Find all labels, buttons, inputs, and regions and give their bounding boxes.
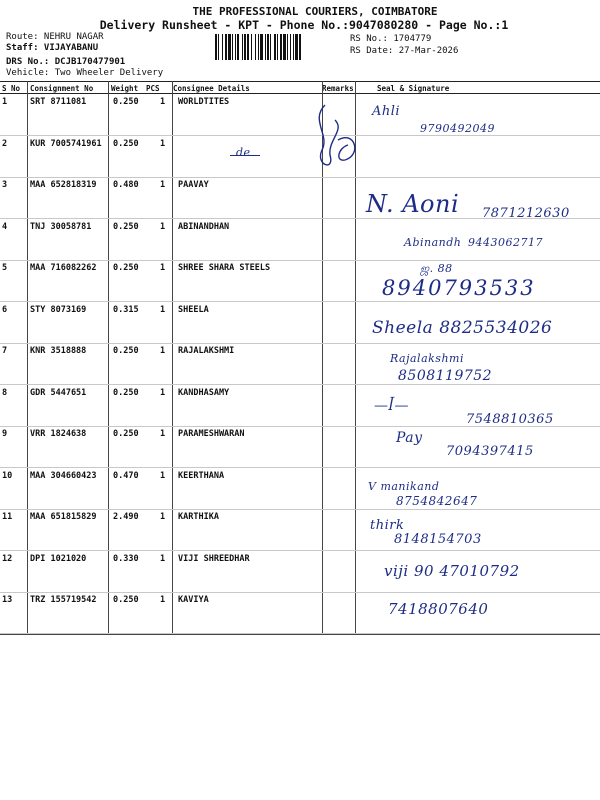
table-row xyxy=(0,592,600,634)
handwritten-phone-10: 8754842647 xyxy=(396,494,478,508)
handwritten-phone-5: 8940793533 xyxy=(382,276,536,300)
row-pcs: 1 xyxy=(160,429,166,439)
table-bottom-border xyxy=(0,634,600,635)
row-pcs: 1 xyxy=(160,180,166,190)
signature-scribble: Abinandh xyxy=(404,236,462,249)
row-consignee: KEERTHANA xyxy=(178,470,225,481)
handwritten-phone-1: 9790492049 xyxy=(420,122,495,135)
route-label: Route: NEHRU NAGAR xyxy=(6,32,104,42)
handwritten-phone-4: 9443062717 xyxy=(468,236,543,249)
row-consignment-no: TRZ 155719542 xyxy=(30,595,97,605)
row-sno: 8 xyxy=(2,387,8,398)
row-consignment-no: MAA 304660423 xyxy=(30,470,97,481)
table-row xyxy=(0,343,600,385)
row-weight: 0.250 xyxy=(113,387,139,398)
signature-scribble: Rajalakshmi xyxy=(390,352,464,365)
row-sno: 6 xyxy=(2,304,8,315)
table-row xyxy=(0,509,600,551)
handwritten-phone-6: Sheela 8825534026 xyxy=(372,318,553,338)
handwritten-phone-11: 8148154703 xyxy=(394,532,482,547)
row-weight: 0.250 xyxy=(113,221,139,232)
staff-label: Staff: VIJAYABANU xyxy=(6,43,99,53)
row-consignment-no: GDR 5447651 xyxy=(30,387,87,398)
row-consignee: KANDHASAMY xyxy=(178,387,230,398)
row-consignee: ABINANDHAN xyxy=(178,221,230,232)
row-pcs: 1 xyxy=(160,553,166,564)
row-sno: 7 xyxy=(2,346,8,356)
handwritten-phone-3: 7871212630 xyxy=(482,206,570,221)
col-consignee: Consignee Details xyxy=(173,84,250,93)
row-consignment-no: VRR 1824638 xyxy=(30,429,87,439)
row-weight: 0.250 xyxy=(113,595,139,605)
row-pcs: 1 xyxy=(160,595,166,605)
col-consignment: Consignment No xyxy=(30,84,94,93)
row-consignment-no: STY 8073169 xyxy=(30,304,87,315)
row-pcs: 1 xyxy=(160,304,166,315)
row-consignment-no: KNR 3518888 xyxy=(30,346,87,356)
row-consignee: KAVIYA xyxy=(178,595,209,605)
handwritten-phone-7: 8508119752 xyxy=(398,368,493,384)
signature-scribble: ஜ. 88 xyxy=(420,262,453,275)
row-consignee: KARTHIKA xyxy=(178,512,219,522)
row-pcs: 1 xyxy=(160,138,166,149)
table-top-border xyxy=(0,81,600,82)
row-consignment-no: KUR 7005741961 xyxy=(30,138,102,149)
col-sno: S No xyxy=(2,84,21,93)
row-sno: 5 xyxy=(2,263,8,273)
row-weight: 0.315 xyxy=(113,304,139,315)
row-weight: 0.330 xyxy=(113,553,139,564)
row-consignee: SHREE SHARA STEELS xyxy=(178,263,271,273)
handwritten-phone-12: viji 90 47010792 xyxy=(384,562,520,580)
runsheet-title: Delivery Runsheet - KPT - Phone No.:9047080280 - Page No.:1 xyxy=(99,18,509,32)
row-sno: 13 xyxy=(2,595,13,605)
row-consignee: WORLDTITES xyxy=(178,97,230,107)
row-weight: 0.470 xyxy=(113,470,139,481)
row-pcs: 1 xyxy=(160,221,166,232)
row-pcs: 1 xyxy=(160,346,166,356)
drs-number: DRS No.: DCJB170477901 xyxy=(6,57,126,67)
row-consignee: SHEELA xyxy=(178,304,209,315)
col-weight: Weight xyxy=(111,84,139,93)
row-pcs: 1 xyxy=(160,470,166,481)
row-consignee: PAAVAY xyxy=(178,180,209,190)
company-name: THE PROFESSIONAL COURIERS, COIMBATORE xyxy=(192,5,438,18)
row-sno: 4 xyxy=(2,221,8,232)
handwritten-name-3: N. Aoni xyxy=(366,190,460,218)
row-sno: 1 xyxy=(2,97,8,107)
signature-scribble xyxy=(300,100,370,175)
signature-scribble: thirk xyxy=(370,518,405,533)
row-consignment-no: SRT 8711081 xyxy=(30,97,87,107)
row-consignment-no: MAA 652818319 xyxy=(30,180,97,190)
row-pcs: 1 xyxy=(160,263,166,273)
signature-scribble: —ꟾ— xyxy=(374,398,410,414)
signature-scribble: Ahli xyxy=(372,104,401,119)
handwritten-phone-9: 7094397415 xyxy=(446,444,534,459)
vehicle-label: Vehicle: Two Wheeler Delivery xyxy=(6,68,164,78)
handwritten-phone-8: 7548810365 xyxy=(466,412,554,427)
handwritten-phone-13: 7418807640 xyxy=(388,600,489,618)
row-weight: 0.250 xyxy=(113,97,139,107)
col-remarks: Remarks xyxy=(322,84,354,93)
row-sno: 3 xyxy=(2,180,8,190)
row-consignee: PARAMESHWARAN xyxy=(178,429,245,439)
rs-number: RS No.: 1704779 xyxy=(350,34,432,44)
col-pcs: PCS xyxy=(146,84,160,93)
row-weight: 0.250 xyxy=(113,263,139,273)
row-consignment-no: MAA 716082262 xyxy=(30,263,97,273)
row-consignee: RAJALAKSHMI xyxy=(178,346,235,356)
row-sno: 2 xyxy=(2,138,8,149)
row-sno: 9 xyxy=(2,429,8,439)
col-signature: Seal & Signature xyxy=(377,84,450,93)
row-pcs: 1 xyxy=(160,97,166,107)
row-weight: 0.250 xyxy=(113,346,139,356)
row-pcs: 1 xyxy=(160,387,166,398)
table-row xyxy=(0,468,600,510)
signature-scribble: V manikand xyxy=(368,480,440,493)
row-weight: 0.250 xyxy=(113,138,139,149)
barcode-image xyxy=(215,34,343,60)
handwritten-remark-2: de xyxy=(236,146,251,159)
row-sno: 10 xyxy=(2,470,13,481)
row-pcs: 1 xyxy=(160,512,166,522)
row-consignment-no: DPI 1021020 xyxy=(30,553,87,564)
row-weight: 0.480 xyxy=(113,180,139,190)
row-consignee: VIJI SHREEDHAR xyxy=(178,553,250,564)
row-consignment-no: TNJ 30058781 xyxy=(30,221,92,232)
remark-stroke xyxy=(230,155,260,156)
row-sno: 11 xyxy=(2,512,13,522)
row-weight: 2.490 xyxy=(113,512,139,522)
row-weight: 0.250 xyxy=(113,429,139,439)
row-sno: 12 xyxy=(2,553,13,564)
row-consignment-no: MAA 651815829 xyxy=(30,512,97,522)
rs-date: RS Date: 27-Mar-2026 xyxy=(350,46,459,56)
signature-scribble: Pay xyxy=(396,430,423,446)
